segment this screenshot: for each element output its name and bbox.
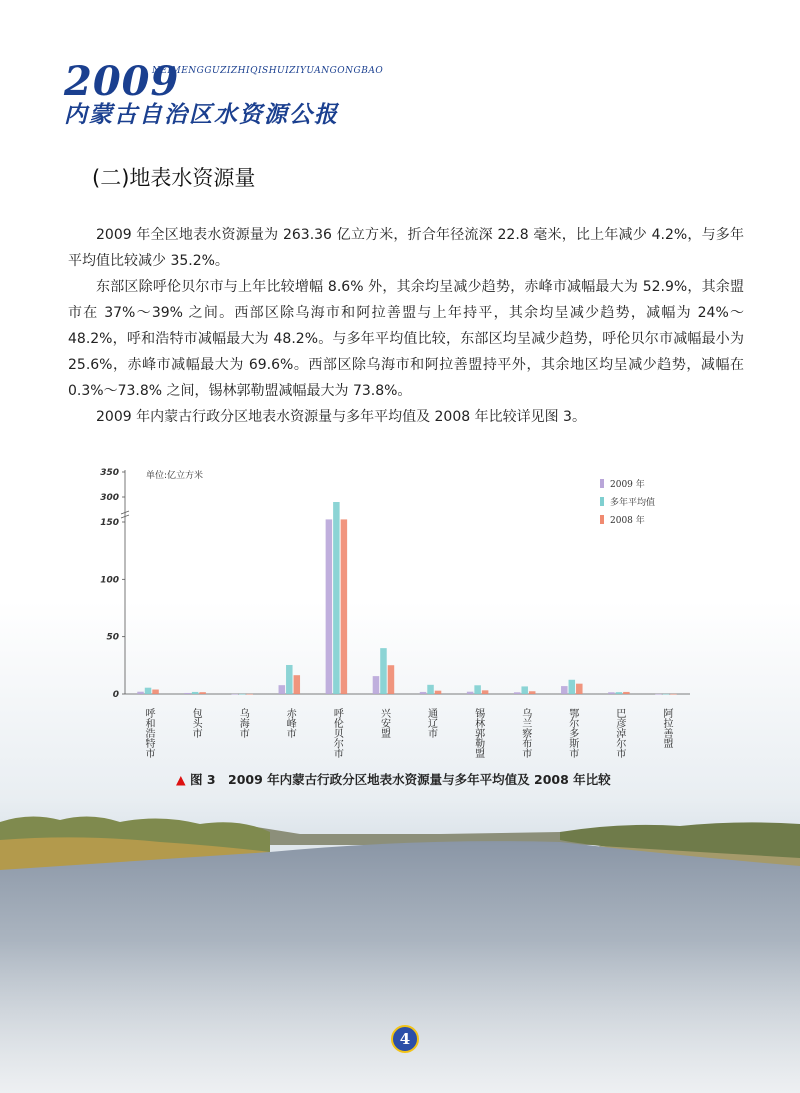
- bar: [474, 685, 481, 694]
- paragraph: 2009 年内蒙古行政分区地表水资源量与多年平均值及 2008 年比较详见图 3。: [96, 409, 586, 425]
- bar: [655, 694, 662, 695]
- caption-text: 图 3 2009 年内蒙古行政分区地表水资源量与多年平均值及 2008 年比较: [189, 772, 611, 787]
- y-tick-label: 350: [100, 468, 119, 478]
- legend-label: 2008 年: [610, 516, 645, 526]
- section-title: (二)地表水资源量: [92, 166, 256, 190]
- category-label: 阿拉善盟: [660, 708, 672, 748]
- legend-label: 2009 年: [610, 480, 645, 490]
- bar: [521, 686, 528, 694]
- y-tick-label: 300: [100, 493, 119, 503]
- category-label: 乌海市: [237, 708, 249, 738]
- bar: [184, 693, 191, 694]
- category-label: 呼伦贝尔市: [331, 708, 343, 758]
- category-label: 兴安盟: [378, 708, 390, 738]
- caption-marker: ▲: [176, 772, 186, 787]
- y-tick-label: 150: [100, 518, 119, 528]
- bar: [373, 676, 380, 694]
- category-label: 呼和浩特市: [143, 708, 155, 758]
- header-year: 2009: [64, 58, 180, 105]
- legend-swatch: [600, 497, 604, 506]
- bar: [514, 692, 521, 694]
- header-pinyin: NEIMENGGUZIZHIQISHUIZIYUANGONGBAO: [152, 66, 384, 76]
- category-label: 巴彦淖尔市: [613, 708, 625, 758]
- bar: [467, 692, 474, 694]
- bar: [145, 688, 152, 694]
- unit-label: 单位:亿立方米: [146, 471, 204, 481]
- bar: [663, 694, 670, 695]
- y-tick-label: 0: [112, 690, 119, 700]
- bar: [279, 685, 286, 694]
- bar: [616, 692, 623, 694]
- bar: [388, 665, 395, 694]
- bar: [152, 690, 159, 694]
- bar: [246, 694, 253, 695]
- bar: [623, 692, 630, 694]
- category-label: 赤峰市: [284, 708, 296, 738]
- category-label: 鄂尔多斯市: [566, 708, 578, 758]
- category-label: 乌兰察布市: [519, 708, 531, 758]
- category-label: 包头市: [190, 708, 202, 738]
- bar: [326, 519, 333, 694]
- bar: [294, 675, 301, 694]
- bar: [420, 692, 427, 694]
- y-tick-label: 100: [100, 575, 119, 586]
- page-number: 4: [391, 1025, 419, 1053]
- bar: [427, 685, 434, 694]
- bar: [199, 692, 206, 694]
- category-label: 通辽市: [425, 708, 437, 738]
- bar: [380, 648, 387, 694]
- bar-chart: [0, 460, 800, 760]
- figure-caption: [176, 770, 611, 788]
- bar: [341, 519, 348, 694]
- report-title: 内蒙古自治区水资源公报: [64, 101, 339, 128]
- body-text: [68, 222, 744, 430]
- bar: [670, 694, 677, 695]
- y-tick-label: 50: [106, 632, 119, 643]
- bar: [608, 692, 615, 694]
- paragraph: 2009 年全区地表水资源量为 263.36 亿立方米，折合年径流深 22.8 毫米，比上年减少 4.2%，与多年平均值比较减少 35.2%。: [68, 227, 744, 269]
- paragraph: 东部区除呼伦贝尔市与上年比较增幅 8.6% 外，其余均呈减少趋势，赤峰市减幅最大为 52.9%，其余盟市在 37%～39% 之间。西部区除乌海市和阿拉善盟与上年持平，其余均呈减少趋势，减幅为 24%～48.2%，呼和浩特市减幅最大为 48.2%。与多年平均值比较，东部区均呈减少趋势，呼伦贝尔市减幅最小为 25.6%，赤峰市减幅最大为 69.6%。西部区除乌海市和阿拉善盟持平外，其余地区均呈减少趋势，减幅在 0.3%～73.8% 之间，锡林郭勒盟减幅最大为 73.8%。: [68, 279, 744, 399]
- bar: [239, 694, 246, 695]
- bar: [286, 665, 293, 694]
- bar: [192, 692, 199, 694]
- bar: [569, 680, 576, 694]
- category-label: 锡林郭勒盟: [472, 708, 484, 758]
- bar: [576, 684, 583, 694]
- bar: [435, 691, 442, 694]
- bar: [529, 691, 536, 694]
- legend-swatch: [600, 515, 604, 524]
- legend-label: 多年平均值: [610, 498, 656, 508]
- bar: [561, 686, 568, 694]
- legend-swatch: [600, 479, 604, 488]
- bar: [137, 692, 144, 694]
- bar: [231, 694, 238, 695]
- bar: [482, 690, 489, 694]
- bar: [333, 502, 340, 694]
